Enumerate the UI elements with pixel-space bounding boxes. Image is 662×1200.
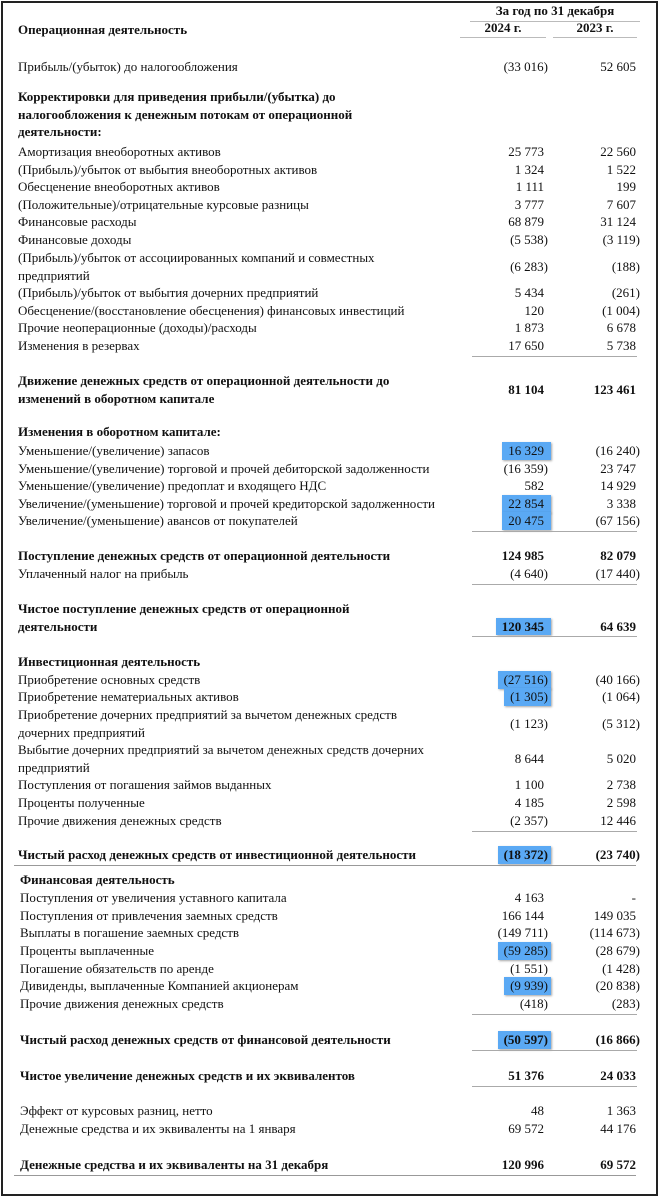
- value-2023: (23 740): [595, 847, 640, 863]
- value-2023: (67 156): [595, 513, 640, 529]
- value-2023: 2 738: [606, 777, 636, 793]
- value-2023: 22 560: [600, 144, 636, 160]
- value-2023: 149 035: [593, 908, 636, 924]
- underline-2024: [472, 584, 552, 585]
- value-2023: 23 747: [600, 461, 636, 477]
- column-header-2024: 2024 г.: [484, 20, 522, 35]
- value-2024: 51 376: [508, 1068, 544, 1084]
- row-label: Прибыль/(убыток) до налогообложения: [18, 59, 238, 75]
- section-heading: Финансовая деятельность: [20, 872, 175, 888]
- value-2023: (1 064): [602, 689, 640, 705]
- row-label: Эффект от курсовых разниц, нетто: [20, 1103, 213, 1119]
- row-label: Приобретение основных средств: [18, 672, 201, 688]
- row-label: (Прибыль)/убыток от ассоциированных компаний и совместных: [18, 250, 375, 266]
- value-2023: (3 119): [602, 232, 640, 248]
- value-2024: 25 773: [508, 144, 544, 160]
- value-2023: 44 176: [600, 1121, 636, 1137]
- value-2024-highlighted: 20 475: [502, 512, 551, 530]
- underline-2024: [472, 831, 552, 832]
- column-header-2023: 2023 г.: [576, 20, 614, 35]
- value-2024: (418): [519, 996, 548, 1012]
- value-2023: (16 240): [595, 443, 640, 459]
- row-label: Уменьшение/(увеличение) торговой и прочей дебиторской задолженности: [18, 461, 430, 477]
- value-2024-highlighted: (27 516): [498, 671, 551, 689]
- value-2024-highlighted: (50 597): [498, 1031, 551, 1049]
- value-2024: (149 711): [497, 925, 548, 941]
- row-label: Обесценение/(восстановление обесценения) финансовых инвестиций: [18, 303, 405, 319]
- underline-2024: [472, 636, 552, 637]
- row-label: Финансовые расходы: [18, 214, 137, 230]
- section-title-operating: Операционная деятельность: [18, 22, 188, 37]
- underline-2023: [551, 1050, 637, 1051]
- row-label: дочерних предприятий: [18, 724, 145, 740]
- row-label: Движение денежных средств от операционной деятельности до: [18, 373, 390, 389]
- value-2023: (40 166): [595, 672, 640, 688]
- value-2024: 69 572: [508, 1121, 544, 1137]
- value-2023: 52 605: [600, 59, 636, 75]
- value-2023: 123 461: [593, 382, 636, 397]
- value-2024: (1 123): [510, 716, 548, 731]
- value-2023: (1 004): [602, 303, 640, 319]
- value-2024: 120 996: [501, 1157, 544, 1173]
- value-2023: -: [631, 890, 636, 906]
- value-2024-highlighted: 120 345: [496, 618, 551, 636]
- underline-2024: [472, 1050, 552, 1051]
- row-label: (Прибыль)/убыток от выбытия внеоборотных активов: [18, 162, 318, 178]
- section-heading: деятельности:: [18, 124, 102, 140]
- row-label: Денежные средства и их эквиваленты на 31 декабря: [20, 1157, 329, 1173]
- row-label: Уменьшение/(увеличение) предоплат и входящего НДС: [18, 478, 327, 494]
- value-2024: 1 111: [515, 179, 544, 195]
- value-2024: (4 640): [510, 566, 548, 582]
- row-label: Поступления от увеличения уставного капитала: [20, 890, 287, 906]
- value-2023: (261): [611, 285, 640, 301]
- value-2024: 48: [531, 1103, 544, 1119]
- row-label: Проценты полученные: [18, 795, 145, 811]
- value-2024: (33 016): [503, 59, 548, 75]
- value-2024: 3 777: [514, 197, 544, 213]
- value-2024: 1 324: [514, 162, 544, 178]
- section-heading: Инвестиционная деятельность: [18, 654, 201, 670]
- value-2024-highlighted: (59 285): [498, 942, 551, 960]
- value-2023: 12 446: [600, 813, 636, 829]
- value-2023: 1 522: [606, 162, 636, 178]
- row-label: (Прибыль)/убыток от выбытия дочерних предприятий: [18, 285, 319, 301]
- value-2023: 7 607: [606, 197, 636, 213]
- value-2023: 82 079: [600, 548, 636, 564]
- value-2024: 17 650: [508, 338, 544, 354]
- value-2023: (16 866): [595, 1032, 640, 1048]
- column-2023-underline: [553, 37, 637, 38]
- value-2023: (5 312): [602, 716, 640, 731]
- column-2024-underline: [460, 37, 546, 38]
- underline-2023: [551, 1014, 637, 1015]
- row-label: Изменения в резервах: [18, 338, 140, 354]
- value-2024: 4 163: [514, 890, 544, 906]
- value-2024: (2 357): [510, 813, 548, 829]
- total-underline: [14, 1175, 636, 1176]
- value-2024-highlighted: (9 939): [504, 977, 551, 995]
- underline-2023: [551, 531, 637, 532]
- row-label: Денежные средства и их эквиваленты на 1 января: [20, 1121, 296, 1137]
- value-2023: (283): [611, 996, 640, 1012]
- row-label: Уменьшение/(увеличение) запасов: [18, 443, 210, 459]
- value-2024: 166 144: [501, 908, 544, 924]
- row-label: Проценты выплаченные: [20, 943, 155, 959]
- row-label: (Положительные)/отрицательные курсовые разницы: [18, 197, 309, 213]
- row-label: Увеличение/(уменьшение) авансов от покупателей: [18, 513, 298, 529]
- value-2024: (5 538): [510, 232, 548, 248]
- row-label: предприятий: [18, 759, 90, 775]
- row-label: Приобретение дочерних предприятий за вычетом денежных средств: [18, 707, 397, 723]
- value-2024-highlighted: 16 329: [502, 442, 551, 460]
- row-label: Увеличение/(уменьшение) торговой и прочей кредиторской задолженности: [18, 496, 436, 512]
- value-2024: 1 100: [514, 777, 544, 793]
- underline-2023: [551, 584, 637, 585]
- row-label: Поступления от привлечения заемных средств: [20, 908, 278, 924]
- row-label: Поступления от погашения займов выданных: [18, 777, 272, 793]
- row-label: Чистый расход денежных средств от финансовой деятельности: [20, 1032, 391, 1048]
- value-2024: (6 283): [510, 259, 548, 274]
- value-2024: 81 104: [508, 382, 544, 397]
- row-label: Выбытие дочерних предприятий за вычетом денежных средств дочерних: [18, 742, 425, 758]
- section-heading: Корректировки для приведения прибыли/(убытка) до: [18, 89, 336, 105]
- row-label: Чистое поступление денежных средств от операционной: [18, 601, 350, 617]
- row-label: Приобретение нематериальных активов: [18, 689, 239, 705]
- value-2024: 68 879: [508, 214, 544, 230]
- row-label: Амортизация внеоборотных активов: [18, 144, 221, 160]
- value-2023: 64 639: [600, 618, 636, 634]
- value-2023: 69 572: [600, 1157, 636, 1173]
- underline-2023: [551, 831, 637, 832]
- total-underline: [14, 865, 636, 866]
- value-2023: 5 738: [606, 338, 636, 354]
- value-2024: (16 359): [503, 461, 548, 477]
- row-label: Погашение обязательств по аренде: [20, 961, 214, 977]
- underline-2023: [551, 356, 637, 357]
- section-heading: налогообложения к денежным потокам от операционной: [18, 106, 353, 122]
- value-2023: (114 673): [589, 925, 640, 941]
- value-2024: 120: [524, 303, 544, 319]
- value-2023: (188): [611, 259, 640, 274]
- row-label: Уплаченный налог на прибыль: [18, 566, 189, 582]
- value-2023: (28 679): [595, 943, 640, 959]
- value-2024: 124 985: [501, 548, 544, 564]
- underline-2023: [551, 636, 637, 637]
- value-2023: 5 020: [606, 751, 636, 766]
- underline-2024: [472, 1086, 552, 1087]
- value-2024: 1 873: [514, 320, 544, 336]
- row-label: Прочие движения денежных средств: [18, 813, 222, 829]
- value-2024: (1 551): [510, 961, 548, 977]
- value-2023: 199: [616, 179, 636, 195]
- row-label: Финансовые доходы: [18, 232, 132, 248]
- row-label: деятельности: [18, 618, 98, 634]
- value-2023: 2 598: [606, 795, 636, 811]
- value-2024-highlighted: 22 854: [502, 495, 551, 513]
- value-2024-highlighted: (18 372): [498, 846, 551, 864]
- underline-2023: [551, 1086, 637, 1087]
- value-2023: (20 838): [595, 978, 640, 994]
- value-2023: (17 440): [595, 566, 640, 582]
- value-2024-highlighted: (1 305): [504, 688, 551, 706]
- row-label: изменений в оборотном капитале: [18, 390, 215, 406]
- value-2024: 4 185: [514, 795, 544, 811]
- value-2023: 3 338: [606, 496, 636, 512]
- row-label: Прочие движения денежных средств: [20, 996, 224, 1012]
- row-label: Чистое увеличение денежных средств и их эквивалентов: [20, 1068, 355, 1084]
- row-label: Обесценение внеоборотных активов: [18, 179, 220, 195]
- period-header: За год по 31 декабря: [495, 3, 615, 18]
- value-2023: 6 678: [606, 320, 636, 336]
- row-label: Дивиденды, выплаченные Компанией акционерам: [20, 978, 299, 994]
- row-label: Выплаты в погашение заемных средств: [20, 925, 240, 941]
- row-label: Чистый расход денежных средств от инвестиционной деятельности: [18, 847, 416, 863]
- value-2023: (1 428): [602, 961, 640, 977]
- value-2023: 14 929: [600, 478, 636, 494]
- value-2023: 24 033: [600, 1068, 636, 1084]
- value-2023: 1 363: [606, 1103, 636, 1119]
- row-label: Поступление денежных средств от операционной деятельности: [18, 548, 391, 564]
- value-2023: 31 124: [600, 214, 636, 230]
- value-2024: 582: [524, 478, 544, 494]
- row-label: Прочие неоперационные (доходы)/расходы: [18, 320, 257, 336]
- row-label: предприятий: [18, 267, 90, 283]
- underline-2024: [472, 1014, 552, 1015]
- value-2024: 8 644: [514, 751, 544, 766]
- underline-2024: [472, 531, 552, 532]
- section-heading: Изменения в оборотном капитале:: [18, 424, 221, 440]
- underline-2024: [472, 356, 552, 357]
- value-2024: 5 434: [514, 285, 544, 301]
